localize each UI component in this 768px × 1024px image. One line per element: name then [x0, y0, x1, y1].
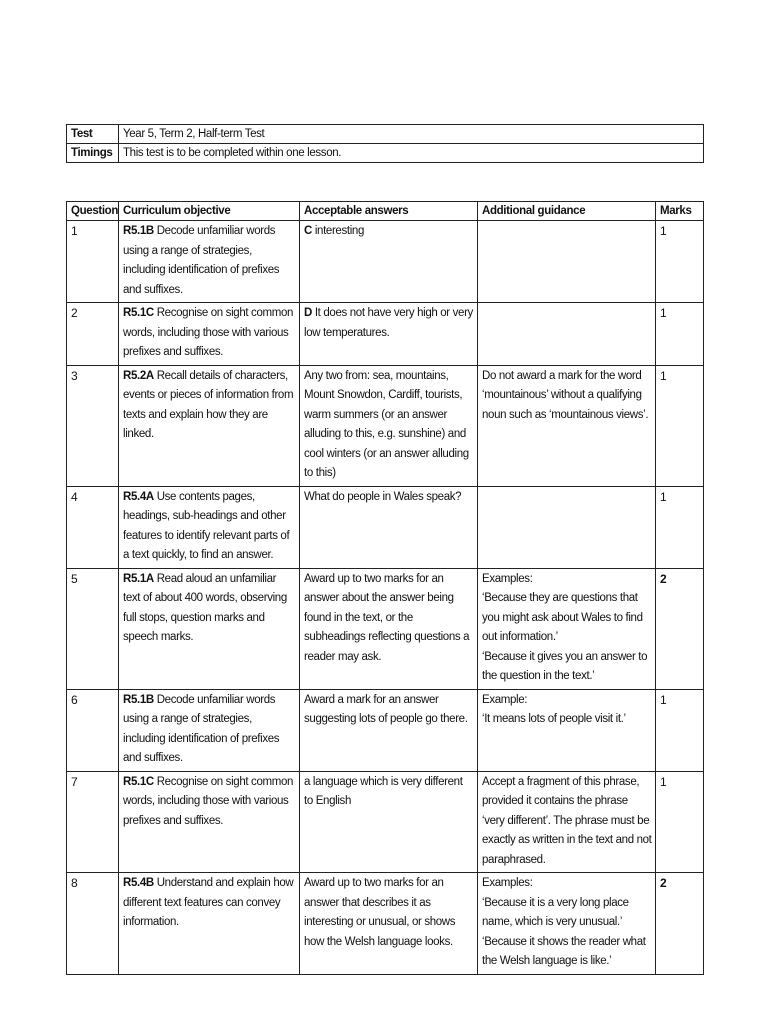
acceptable-answer	[300, 221, 478, 303]
question-number: 8	[67, 873, 119, 975]
objective-code: R5.1C	[123, 307, 154, 319]
acceptable-answer	[300, 771, 478, 873]
table-row	[67, 365, 704, 486]
objective-code: R5.2A	[123, 369, 154, 382]
curriculum-objective	[119, 221, 300, 303]
question-number: 5	[67, 568, 119, 689]
question-number: 1	[67, 221, 119, 303]
guidance-line: ‘Because it is a very long place name, which is very unusual.’	[482, 896, 629, 928]
answer-letter: C	[304, 225, 312, 237]
guidance-line: Examples:	[482, 877, 533, 889]
test-label: Test	[67, 125, 119, 144]
marks-value: 1	[656, 365, 704, 486]
table-row	[67, 568, 704, 689]
guidance-line: ‘Because it shows the reader what the Welsh language is like.’	[482, 935, 646, 967]
header-question: Question	[67, 202, 119, 221]
curriculum-objective	[119, 568, 300, 689]
header-marks: Marks	[656, 202, 704, 221]
test-value: Year 5, Term 2, Half-term Test	[119, 125, 704, 144]
curriculum-objective	[119, 873, 300, 975]
table-row	[67, 303, 704, 366]
header-answers: Acceptable answers	[300, 202, 478, 221]
mark-scheme-table	[66, 201, 704, 975]
marks-value: 1	[656, 303, 704, 366]
marks-value: 2	[656, 873, 704, 975]
table-body	[67, 221, 704, 975]
marks-value: 1	[656, 771, 704, 873]
objective-text: Decode unfamiliar words using a range of strategies, including identification of prefixes and suffixes.	[123, 225, 280, 296]
guidance-line: Do not award a mark for the word ‘mountainous’ without a qualifying noun such as ‘mountainous views’.	[482, 369, 649, 421]
additional-guidance	[478, 365, 656, 486]
table-header-row	[67, 202, 704, 221]
question-number: 3	[67, 365, 119, 486]
acceptable-answer	[300, 365, 478, 486]
guidance-line: ‘Because it gives you an answer to the question in the text.’	[482, 650, 648, 682]
objective-code: R5.1B	[123, 693, 154, 706]
guidance-line: ‘It means lots of people visit it.’	[482, 713, 626, 725]
timings-value: This test is to be completed within one lesson.	[119, 144, 704, 163]
acceptable-answer	[300, 873, 478, 975]
additional-guidance	[478, 568, 656, 689]
question-number: 2	[67, 303, 119, 366]
answer-text: Any two from: sea, mountains, Mount Snowdon, Cardiff, tourists, warm summers (or an answer alluding to this, e.g. sunshine) and cool winters (or an answer alluding to this)	[304, 369, 469, 479]
answer-text: What do people in Wales speak?	[304, 490, 462, 503]
test-row	[67, 125, 704, 144]
objective-text: Understand and explain how different text features can convey information.	[123, 877, 294, 928]
answer-text: Award up to two marks for an answer about the answer being found in the text, or the subheadings reflecting questions a reader may ask.	[304, 572, 470, 663]
answer-text: Award a mark for an answer suggesting lots of people go there.	[304, 693, 468, 725]
objective-text: Decode unfamiliar words using a range of strategies, including identification of prefixes and suffixes.	[123, 693, 280, 764]
curriculum-objective	[119, 771, 300, 873]
additional-guidance	[478, 771, 656, 873]
curriculum-objective	[119, 689, 300, 771]
objective-code: R5.1C	[123, 775, 154, 788]
acceptable-answer	[300, 486, 478, 568]
objective-text: Recognise on sight common words, including those with various prefixes and suffixes.	[123, 775, 294, 827]
acceptable-answer	[300, 303, 478, 366]
guidance-line: Accept a fragment of this phrase, provided it contains the phrase ‘very different’. The phrase must be exactly as written in the text and not paraphrased.	[482, 775, 652, 866]
answer-letter: D	[304, 307, 312, 319]
answer-text: a language which is very different to English	[304, 775, 463, 807]
test-info-table	[66, 124, 704, 163]
question-number: 6	[67, 689, 119, 771]
marks-value: 2	[656, 568, 704, 689]
table-row	[67, 771, 704, 873]
acceptable-answer	[300, 689, 478, 771]
guidance-line: Example:	[482, 693, 528, 706]
answer-text: interesting	[311, 225, 365, 237]
objective-code: R5.4B	[123, 877, 154, 889]
objective-text: Read aloud an unfamiliar text of about 400 words, observing full stops, question marks and speech marks.	[123, 572, 287, 643]
additional-guidance	[478, 221, 656, 303]
objective-code: R5.4A	[123, 490, 154, 503]
additional-guidance	[478, 486, 656, 568]
table-row	[67, 221, 704, 303]
table-row	[67, 486, 704, 568]
table-row	[67, 689, 704, 771]
timings-row	[67, 144, 704, 163]
curriculum-objective	[119, 486, 300, 568]
marks-value: 1	[656, 486, 704, 568]
guidance-line: Examples:	[482, 572, 533, 585]
answer-text: It does not have very high or very low temperatures.	[304, 307, 473, 339]
question-number: 4	[67, 486, 119, 568]
objective-text: Recall details of characters, events or pieces of information from texts and explain how they are linked.	[123, 369, 294, 440]
acceptable-answer	[300, 568, 478, 689]
objective-code: R5.1B	[123, 225, 154, 237]
question-number: 7	[67, 771, 119, 873]
marks-value: 1	[656, 689, 704, 771]
guidance-line: ‘Because they are questions that you might ask about Wales to find out information.’	[482, 592, 643, 643]
timings-label: Timings	[67, 144, 119, 163]
header-objective: Curriculum objective	[119, 202, 300, 221]
additional-guidance	[478, 873, 656, 975]
header-guidance: Additional guidance	[478, 202, 656, 221]
curriculum-objective	[119, 303, 300, 366]
objective-text: Use contents pages, headings, sub-headings and other features to identify relevant parts of a text quickly, to find an answer.	[123, 490, 290, 561]
table-row	[67, 873, 704, 975]
objective-code: R5.1A	[123, 572, 154, 585]
additional-guidance	[478, 689, 656, 771]
objective-text: Recognise on sight common words, including those with various prefixes and suffixes.	[123, 307, 294, 358]
curriculum-objective	[119, 365, 300, 486]
additional-guidance	[478, 303, 656, 366]
answer-text: Award up to two marks for an answer that describes it as interesting or unusual, or shows how the Welsh language looks.	[304, 877, 456, 948]
marks-value: 1	[656, 221, 704, 303]
